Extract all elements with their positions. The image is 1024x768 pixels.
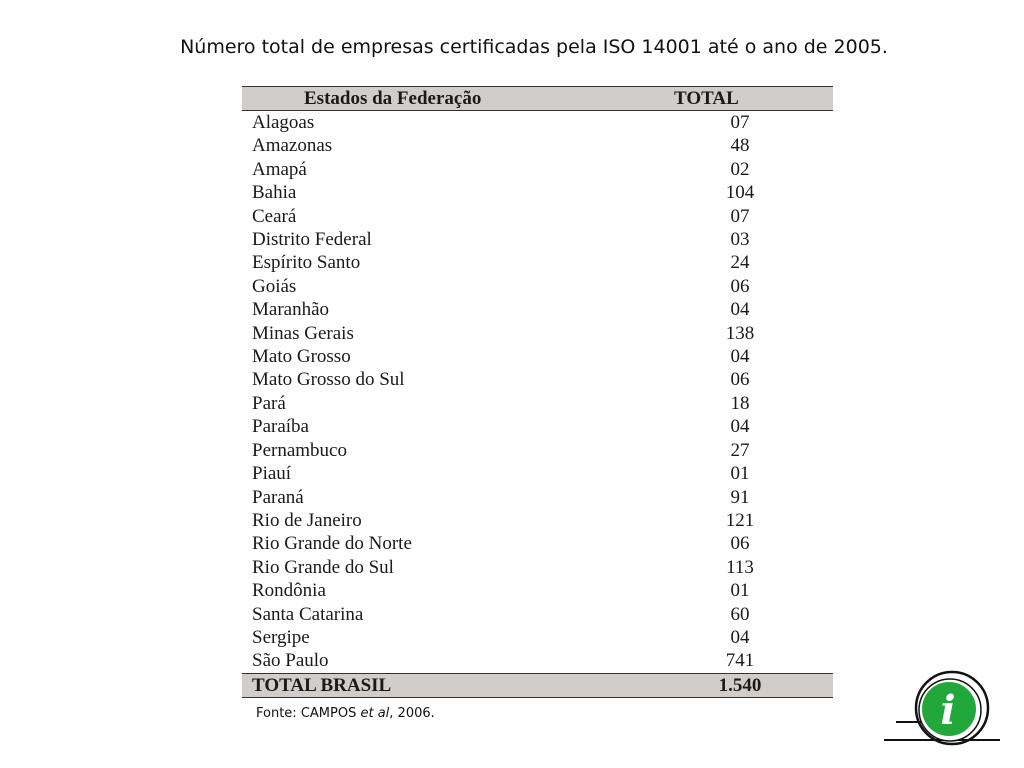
- table-row: [242, 322, 833, 345]
- state-total: 06: [730, 533, 750, 555]
- table-row: [242, 158, 833, 181]
- table-row: [242, 181, 833, 204]
- state-name: Espírito Santo: [252, 252, 361, 274]
- state-total: 104: [725, 182, 755, 204]
- state-total: 07: [730, 112, 750, 133]
- state-name: Mato Grosso do Sul: [252, 369, 405, 391]
- state-total: 02: [730, 158, 750, 180]
- state-total: 06: [730, 369, 750, 391]
- state-total: 121: [725, 509, 755, 531]
- slide-title: Número total de empresas certificadas pela ISO 14001 até o ano de 2005.: [180, 36, 888, 58]
- state-name: Maranhão: [252, 299, 330, 321]
- table-row: [242, 345, 833, 368]
- state-name: Amapá: [252, 158, 307, 180]
- table-row: [242, 556, 833, 579]
- source-note: [256, 706, 435, 721]
- table-footer-row: [242, 673, 833, 697]
- state-name: Rio de Janeiro: [252, 509, 362, 531]
- info-icon: [880, 664, 1004, 760]
- table-row: [242, 579, 833, 602]
- state-total: 113: [726, 556, 754, 578]
- state-name: Pernambuco: [252, 439, 347, 461]
- table-row: [242, 532, 833, 555]
- table-row: [242, 275, 833, 298]
- source-suffix: , 2006.: [389, 706, 435, 721]
- state-name: Sergipe: [252, 626, 310, 648]
- state-total: 04: [730, 346, 750, 368]
- state-total: 741: [725, 650, 755, 672]
- state-total: 04: [730, 299, 750, 321]
- footer-total: 1.540: [718, 674, 762, 696]
- header-states: Estados da Federação: [242, 87, 638, 111]
- state-name: Alagoas: [252, 112, 315, 133]
- table-row: [242, 251, 833, 274]
- table-row: [242, 228, 833, 251]
- table-row: [242, 392, 833, 415]
- state-total: 04: [730, 416, 750, 438]
- state-total: 01: [730, 580, 750, 602]
- state-name: Rio Grande do Norte: [252, 533, 412, 555]
- state-name: Rondônia: [252, 580, 326, 602]
- state-name: Piauí: [252, 463, 292, 485]
- state-total: 91: [730, 486, 750, 508]
- state-total: 04: [730, 626, 750, 648]
- certification-table: [242, 86, 833, 698]
- state-name: São Paulo: [252, 650, 329, 672]
- table-row: [242, 649, 833, 673]
- table-row: [242, 205, 833, 228]
- state-total: 03: [730, 229, 750, 251]
- source-prefix: Fonte: CAMPOS: [256, 706, 361, 721]
- state-total: 24: [730, 252, 750, 274]
- table-row: [242, 439, 833, 462]
- state-name: Paraná: [252, 486, 304, 508]
- table-row: [242, 368, 833, 391]
- table-header-row: [242, 87, 833, 111]
- state-name: Ceará: [252, 205, 297, 227]
- state-total: 06: [730, 275, 750, 297]
- state-name: Minas Gerais: [252, 322, 354, 344]
- table-row: [242, 509, 833, 532]
- state-total: 07: [730, 205, 750, 227]
- state-name: Amazonas: [252, 135, 333, 157]
- state-name: Goiás: [252, 275, 297, 297]
- svg-text:i: i: [940, 687, 956, 734]
- table-row: [242, 626, 833, 649]
- state-name: Mato Grosso: [252, 346, 351, 368]
- table-row: [242, 486, 833, 509]
- table-row: [242, 462, 833, 485]
- footer-label: TOTAL BRASIL: [242, 673, 638, 697]
- state-total: 27: [730, 439, 750, 461]
- state-name: Rio Grande do Sul: [252, 556, 394, 578]
- state-total: 48: [730, 135, 750, 157]
- state-name: Bahia: [252, 182, 297, 204]
- state-name: Pará: [252, 392, 286, 414]
- header-total: TOTAL: [638, 87, 833, 111]
- table-row: [242, 111, 833, 135]
- state-name: Paraíba: [252, 416, 309, 438]
- state-total: 60: [730, 603, 750, 625]
- state-total: 18: [730, 392, 750, 414]
- table-row: [242, 134, 833, 157]
- state-total: 01: [730, 463, 750, 485]
- state-name: Distrito Federal: [252, 229, 372, 251]
- source-italic: et al: [360, 706, 390, 721]
- table-row: [242, 298, 833, 321]
- state-name: Santa Catarina: [252, 603, 364, 625]
- state-total: 138: [725, 322, 755, 344]
- table-row: [242, 603, 833, 626]
- table-row: [242, 415, 833, 438]
